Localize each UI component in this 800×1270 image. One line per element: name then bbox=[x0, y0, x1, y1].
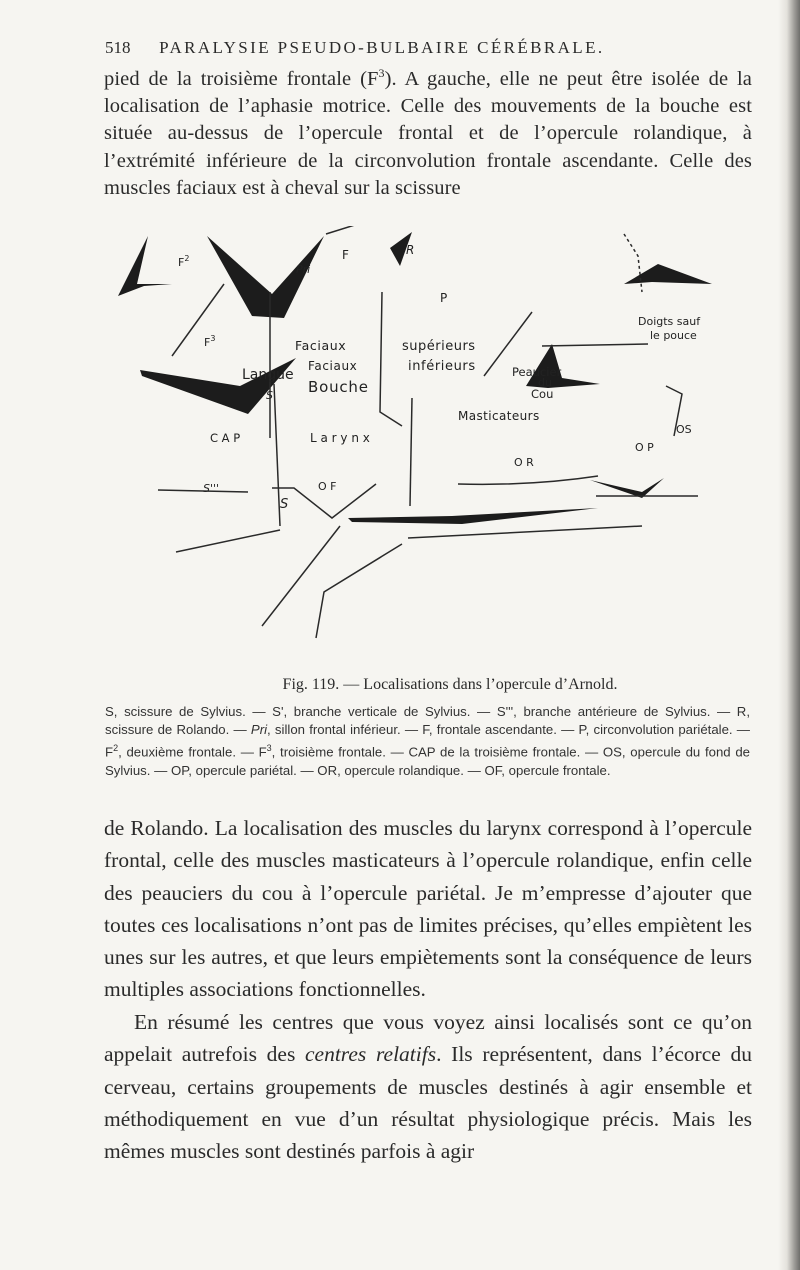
label-or: O R bbox=[514, 456, 534, 469]
f-line bbox=[326, 226, 358, 234]
label-doigts-2: le pouce bbox=[650, 329, 697, 342]
legend-part-2: , sillon frontal inférieur. — F, frontale ascendante. — P, circonvolution pariétale. — F bbox=[105, 722, 750, 760]
label-masticateurs: Masticateurs bbox=[458, 409, 540, 423]
label-os: OS bbox=[676, 423, 692, 436]
operculum-figure bbox=[112, 226, 712, 670]
label-peaucier: Peaucier bbox=[512, 365, 562, 379]
label-s-prime: S' bbox=[266, 389, 277, 402]
r-line bbox=[380, 292, 402, 426]
top-text-2: ). A gauche, elle ne peut être isolée de la localisation de l’aphasie motrice. Celle des mouvements de la bouche est située au-dessus de l’opercule frontal et de l’opercule rolandique, à l’extrémité inférieure de la circonvolution frontale ascendante. Celle des muscles faciaux est à cheval sur la scissure bbox=[104, 67, 752, 200]
body-paragraph-1: de Rolando. La localisation des muscles du larynx correspond à l’opercule frontal, celle des muscles masticateurs à l’opercule rolandique, enfin celle des peauciers du cou à l’opercule pariétal. Je m’empresse d’ajouter que toutes ces localisations n’ont pas de limites précises, qu’elles empiètent les unes sur les autres, et que leurs empiètements sont la conséquence de leurs multiples associations fonctionnelles. bbox=[104, 816, 752, 1002]
bottom-line bbox=[408, 526, 642, 538]
label-of: O F bbox=[318, 480, 337, 493]
legend-part-3: , deuxième frontale. — F bbox=[118, 744, 267, 760]
legend-pri: Pri bbox=[250, 722, 268, 738]
f2-wedge bbox=[207, 236, 324, 318]
label-du: du bbox=[538, 376, 552, 389]
top-paragraph bbox=[104, 60, 752, 202]
body-p2-text-1: En résumé les centres que vous voyez ainsi localisés sont ce qu’on appelait autrefois des bbox=[104, 1010, 752, 1067]
label-bouche: Bouche bbox=[308, 378, 369, 396]
body-paragraph-2 bbox=[104, 1006, 752, 1167]
label-r: R bbox=[406, 243, 415, 257]
label-cou: Cou bbox=[531, 387, 554, 401]
figure-caption bbox=[210, 676, 690, 694]
label-p: P bbox=[440, 291, 448, 305]
masticateurs-line bbox=[458, 476, 598, 484]
legend-part-4: , troisième frontale. — CAP de la troisième frontale. — OS, opercule du fond de Sylvius. — OP, opercule pariétal. — OR, opercule rolandique. — OF, opercule frontale. bbox=[105, 744, 750, 778]
caption-dash: — bbox=[339, 676, 364, 693]
label-superieurs: supérieurs bbox=[402, 339, 476, 354]
label-cap: C A P bbox=[210, 431, 241, 445]
label-f: F bbox=[342, 248, 349, 262]
label-f3: $F^3$ bbox=[204, 334, 216, 349]
body-p2-text-2: . Ils représentent, dans l’écorce du cerveau, certains groupements de muscles destinés à agir ensemble et méthodiquement en vue d’un résultat physiologique précis. Mais les mêmes muscles sont destinés parfois à agir bbox=[104, 1042, 752, 1164]
page-edge-shadow bbox=[778, 0, 800, 1270]
label-doigts-1: Doigts sauf bbox=[638, 315, 701, 328]
diagram-wedges bbox=[118, 232, 712, 524]
label-larynx: L a r y n x bbox=[310, 431, 370, 445]
sylvius-line bbox=[262, 526, 340, 626]
figure-title: Localisations dans l’opercule d’Arnold. bbox=[363, 676, 618, 693]
legend-part-1: S, scissure de Sylvius. — S', branche verticale de Sylvius. — S''', branche antérieure de Sylvius. — R, scissure de Rolando. — bbox=[105, 704, 750, 738]
label-f2: $F^2$ bbox=[178, 254, 190, 269]
label-s: S bbox=[280, 497, 289, 512]
boundary-line bbox=[410, 398, 412, 506]
doigts-line bbox=[542, 344, 648, 346]
operculum-diagram bbox=[112, 226, 712, 666]
or-wedge bbox=[348, 508, 598, 524]
f3-line bbox=[172, 284, 224, 356]
top-superscript: 3 bbox=[378, 66, 385, 80]
legend-sup-2: 2 bbox=[113, 743, 119, 754]
label-faciaux-sup: Faciaux bbox=[295, 338, 347, 353]
fingers-arrow bbox=[624, 264, 712, 284]
legend-sup-3: 3 bbox=[266, 743, 272, 754]
figure-legend bbox=[105, 703, 750, 780]
s-lower-line bbox=[316, 544, 402, 638]
running-header bbox=[105, 38, 745, 58]
arrow-wedge bbox=[118, 236, 172, 296]
s-triple-line bbox=[176, 530, 280, 552]
label-faciaux-inf: Faciaux bbox=[308, 359, 358, 373]
body-p2-emphasis: centres relatifs bbox=[305, 1042, 437, 1067]
top-text-1: pied de la troisième frontale (F bbox=[104, 67, 379, 90]
label-inferieurs: inférieurs bbox=[408, 359, 476, 374]
label-s-triple: S''' bbox=[203, 482, 220, 495]
label-pri: Pri bbox=[296, 263, 311, 276]
running-title: PARALYSIE PSEUDO-BULBAIRE CÉRÉBRALE. bbox=[159, 38, 605, 57]
figure-number: Fig. 119. bbox=[282, 676, 340, 693]
label-langue: Langue bbox=[242, 367, 294, 383]
page-number: 518 bbox=[105, 38, 131, 57]
os-wedge bbox=[590, 478, 664, 498]
label-op: O P bbox=[635, 441, 654, 454]
